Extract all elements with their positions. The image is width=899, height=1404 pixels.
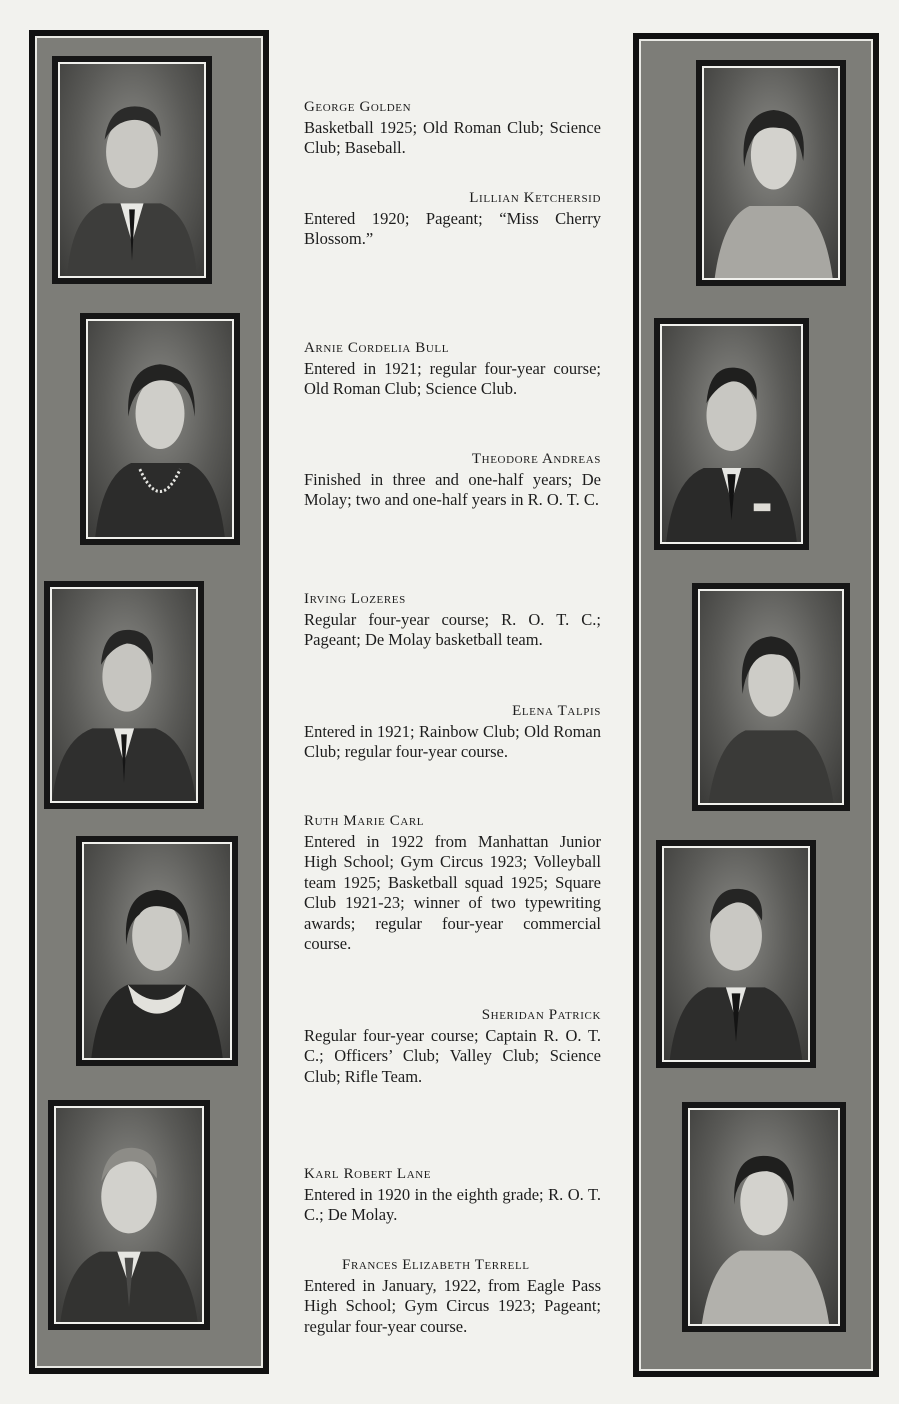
portrait-ruth-marie-carl [76, 836, 238, 1066]
student-name: Lillian Ketchersid [469, 190, 601, 206]
portrait-lillian-ketchersid [696, 60, 846, 286]
portrait-arnie-cordelia-bull [80, 313, 240, 545]
student-description: Finished in three and one-half years; De Molay; two and one-half years in R. O. T. C. [304, 469, 601, 509]
student-name: Frances Elizabeth Terrell [342, 1257, 530, 1273]
student-name: Arnie Cordelia Bull [304, 340, 450, 356]
student-name: Sheridan Patrick [481, 1007, 601, 1023]
student-name: Irving Lozeres [304, 591, 406, 607]
student-description: Entered in 1922 from Manhattan Junior High School; Gym Circus 1923; Volleyball team 1925; Basketball squad 1925; Square Club 1921-23; winner of two typewriting awards; regular four-year commercial course. [304, 831, 601, 953]
portrait-george-golden [52, 56, 212, 284]
student-description: Basketball 1925; Old Roman Club; Science Club; Baseball. [304, 117, 601, 157]
student-name: Theodore Andreas [471, 451, 601, 467]
student-description: Entered in January, 1922, from Eagle Pass High School; Gym Circus 1923; Pageant; regular four-year course. [304, 1275, 601, 1336]
student-name: Karl Robert Lane [304, 1166, 432, 1182]
portrait-elena-talpis [692, 583, 850, 811]
entry-karl-robert-lane [304, 1164, 601, 1226]
entry-george-golden [304, 97, 601, 159]
portrait-karl-robert-lane [48, 1100, 210, 1330]
entry-elena-talpis [304, 701, 601, 763]
student-description: Entered in 1921; regular four-year course; Old Roman Club; Science Club. [304, 358, 601, 398]
entry-lillian-ketchersid [304, 188, 601, 250]
student-name: Ruth Marie Carl [304, 813, 425, 829]
entry-theodore-andreas [304, 449, 601, 511]
student-name: Elena Talpis [512, 703, 601, 719]
entry-sheridan-patrick [304, 1005, 601, 1087]
student-description: Entered 1920; Pageant; “Miss Cherry Blossom.” [304, 208, 601, 248]
student-name: George Golden [304, 99, 412, 115]
entry-arnie-cordelia-bull [304, 338, 601, 400]
portrait-irving-lozeres [44, 581, 204, 809]
student-description: Entered in 1920 in the eighth grade; R. O. T. C.; De Molay. [304, 1184, 601, 1224]
portrait-theodore-andreas [654, 318, 809, 550]
student-description: Regular four-year course; Captain R. O. T. C.; Officers’ Club; Valley Club; Science Club; Rifle Team. [304, 1025, 601, 1086]
portrait-frances-elizabeth-terrell [682, 1102, 846, 1332]
entry-frances-elizabeth-terrell [304, 1255, 601, 1337]
student-description: Entered in 1921; Rainbow Club; Old Roman Club; regular four-year course. [304, 721, 601, 761]
entry-ruth-marie-carl [304, 811, 601, 955]
student-description: Regular four-year course; R. O. T. C.; Pageant; De Molay basketball team. [304, 609, 601, 649]
portrait-sheridan-patrick [656, 840, 816, 1068]
entry-irving-lozeres [304, 589, 601, 651]
